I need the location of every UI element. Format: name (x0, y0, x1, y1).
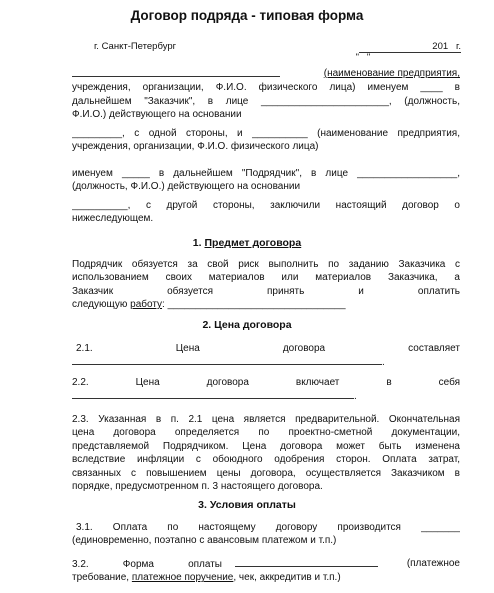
section-1-line-2: использованием своих материалов или материалов Заказчика, а (72, 272, 460, 284)
preamble-customer-note: (наименование предприятия, (323, 68, 460, 79)
preamble-part4 (72, 199, 460, 226)
clause-3-1 (72, 521, 460, 548)
clause-2-3-line-6: порядке, предусмотренном п. 3 настоящего договора. (72, 480, 323, 492)
price-includes-blank (72, 389, 354, 399)
section-1-body (72, 258, 460, 312)
clause-2-3 (72, 413, 460, 493)
customer-name-blank (72, 67, 280, 77)
preamble-line-6: учреждения, организации, Ф.И.О. физического лица) (72, 141, 319, 153)
section-1-number: 1. (192, 237, 205, 249)
section-1-title: Предмет договора (204, 237, 302, 249)
clause-2-2-blank-line (72, 389, 460, 403)
preamble-line-2: учреждения, организации, Ф.И.О. физического лица) именуем ____ в (72, 82, 460, 94)
section-1-line-1: Подрядчик обязуется за свой риск выполнить по заданию Заказчика с (72, 259, 460, 270)
clause-2-1 (72, 342, 460, 370)
payment-note-1: требование, (72, 572, 132, 584)
clause-2-2-end: . (354, 391, 357, 403)
payment-form-blank (235, 557, 378, 567)
preamble-line-4: Ф.И.О.) действующего на основании (72, 109, 242, 121)
document-title: Договор подряда - типовая форма (130, 8, 364, 23)
work-link[interactable]: работу (130, 299, 163, 311)
preamble-line-10: нижеследующем. (72, 213, 154, 225)
clause-2-2 (72, 376, 460, 404)
date-year: 201 г. (432, 41, 461, 52)
section-1-line-4 (72, 298, 460, 311)
payment-form-label: 3.2. Форма оплаты (72, 559, 222, 570)
preamble-part2 (72, 127, 460, 154)
contract-place: г. Санкт-Петербург (94, 41, 177, 52)
section-1-heading (0, 237, 494, 249)
date-blank-line (359, 52, 461, 53)
clause-3-1-line-2: (единовременно, поэтапно с авансовым платежом и т.п.) (72, 535, 337, 547)
clause-2-1-blank-line (72, 355, 460, 369)
payment-order-link[interactable]: платежное поручение (131, 572, 234, 584)
clause-2-1-end: . (382, 357, 385, 369)
clause-2-3-line-1: 2.3. Указанная в п. 2.1 цена является предварительной. Окончательная (72, 414, 460, 425)
price-blank (72, 355, 382, 365)
preamble-line-9: __________, с другой стороны, заключили настоящий договор о (72, 200, 460, 211)
work-label: следующую (72, 299, 131, 311)
clause-2-3-line-2: цена договора определяется по проектно-сметной документации, (72, 427, 460, 439)
preamble-part3 (72, 167, 460, 194)
clause-3-2-line-2 (72, 571, 460, 584)
preamble-line-8: (должность, Ф.И.О.) действующего на основании (72, 181, 301, 193)
clause-3-2 (72, 557, 460, 585)
clause-2-3-line-4: вследствие инфляции с обоюдного одобрения сторон. Оплата затрат, (72, 454, 460, 466)
section-3-heading: 3. Условия оплаты (198, 499, 296, 511)
clause-3-1-line-1: 3.1. Оплата по настоящему договору производится _______ (76, 522, 460, 533)
clause-3-2-line-1 (72, 557, 460, 571)
section-2-heading: 2. Цена договора (202, 319, 292, 331)
preamble-line-5: _________, с одной стороны, и __________ (наименование предприятия, (72, 128, 460, 139)
payment-form-note-start: (платежное (406, 558, 460, 569)
clause-2-1-text: 2.1. Цена договора составляет (76, 343, 460, 354)
clause-2-3-line-3: представляемой Подрядчиком. Цена договора может быть изменена (72, 440, 460, 452)
preamble-part1 (72, 67, 460, 122)
clause-2-2-text: 2.2. Цена договора включает в себя (72, 377, 460, 388)
date-day-month: " " (355, 52, 371, 63)
clause-2-3-line-5: связанных с повышением цены договора, осуществляется Заказчиком в (72, 467, 460, 479)
payment-note-2: , чек, аккредитив и т.п.) (233, 572, 341, 584)
preamble-line-1 (72, 67, 460, 81)
preamble-line-3: дальнейшем "Заказчик", в лице _______________________, (должность, (72, 95, 460, 107)
work-blank: : ________________________________ (162, 299, 346, 311)
section-1-line-3: Заказчик обязуется принять и оплатить (72, 285, 460, 297)
preamble-line-7: именуем _____ в дальнейшем "Подрядчик", в лице __________________, (72, 168, 460, 179)
